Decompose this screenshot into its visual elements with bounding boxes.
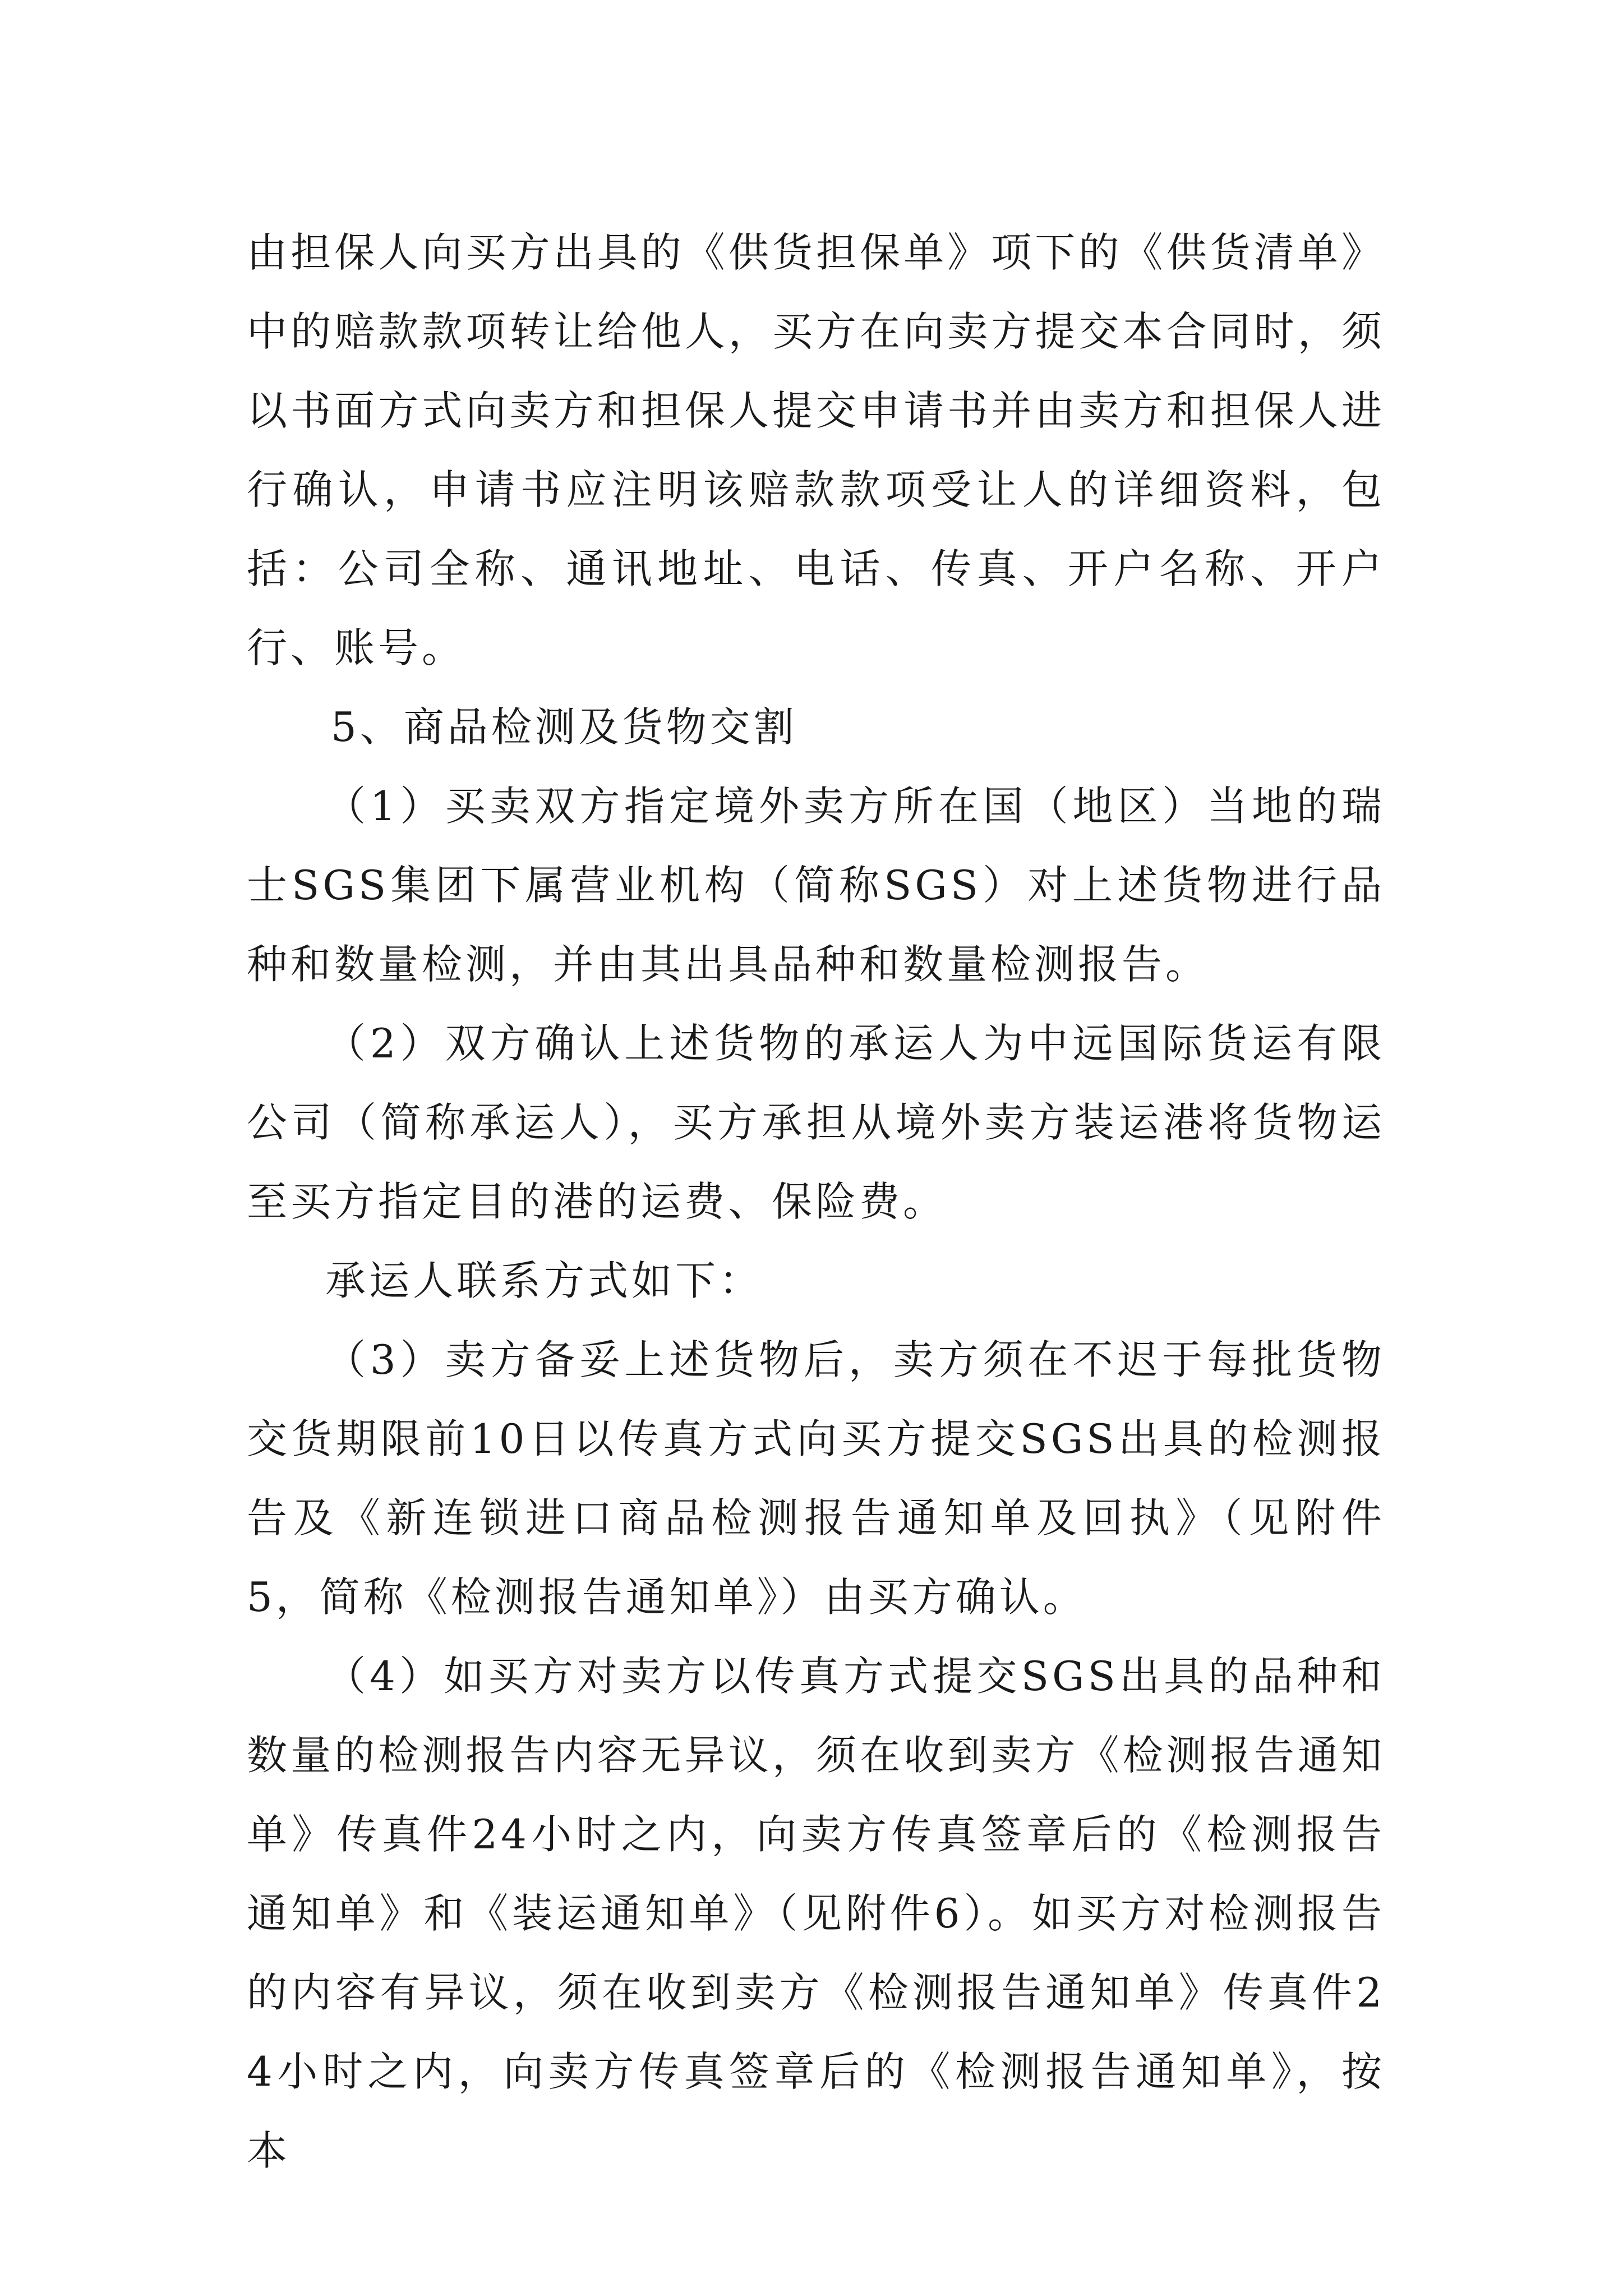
paragraph-carrier-contact: 承运人联系方式如下：	[325, 1257, 763, 1304]
paragraph-clause-1: （1）买卖双方指定境外卖方所在国（地区）当地的瑞士SGS集团下属营业机构（简称SGS）对上述货物进行品种和数量检测，并由其出具品种和数量检测报告。	[247, 783, 1385, 988]
section-heading-inspection: 5、商品检测及货物交割	[331, 703, 797, 751]
paragraph-clause-2: （2）双方确认上述货物的承运人为中远国际货运有限公司（简称承运人），买方承担从境外卖方装运港将货物运至买方指定目的港的运费、保险费。	[247, 1020, 1385, 1225]
paragraph-clause-3: （3）卖方备妥上述货物后，卖方须在不迟于每批货物交货期限前10日以传真方式向买方提交SGS出具的检测报告及《新连锁进口商品检测报告通知单及回执》（见附件5，简称《检测报告通知单》）由买方确认。	[247, 1336, 1385, 1621]
document-body	[247, 213, 1385, 2191]
paragraph-clause-4: （4）如买方对卖方以传真方式提交SGS出具的品种和数量的检测报告内容无异议，须在收到卖方《检测报告通知单》传真件24小时之内，向卖方传真签章后的《检测报告通知单》和《装运通知单》（见附件6）。如买方对检测报告的内容有异议，须在收到卖方《检测报告通知单》传真件24小时之内，向卖方传真签章后的《检测报告通知单》，按本	[247, 1653, 1385, 2174]
paragraph-assignment-clause: 由担保人向买方出具的《供货担保单》项下的《供货清单》中的赔款款项转让给他人，买方在向卖方提交本合同时，须以书面方式向卖方和担保人提交申请书并由卖方和担保人进行确认，申请书应注明该赔款款项受让人的详细资料，包括：公司全称、通讯地址、电话、传真、开户名称、开户行、账号。	[247, 229, 1385, 671]
